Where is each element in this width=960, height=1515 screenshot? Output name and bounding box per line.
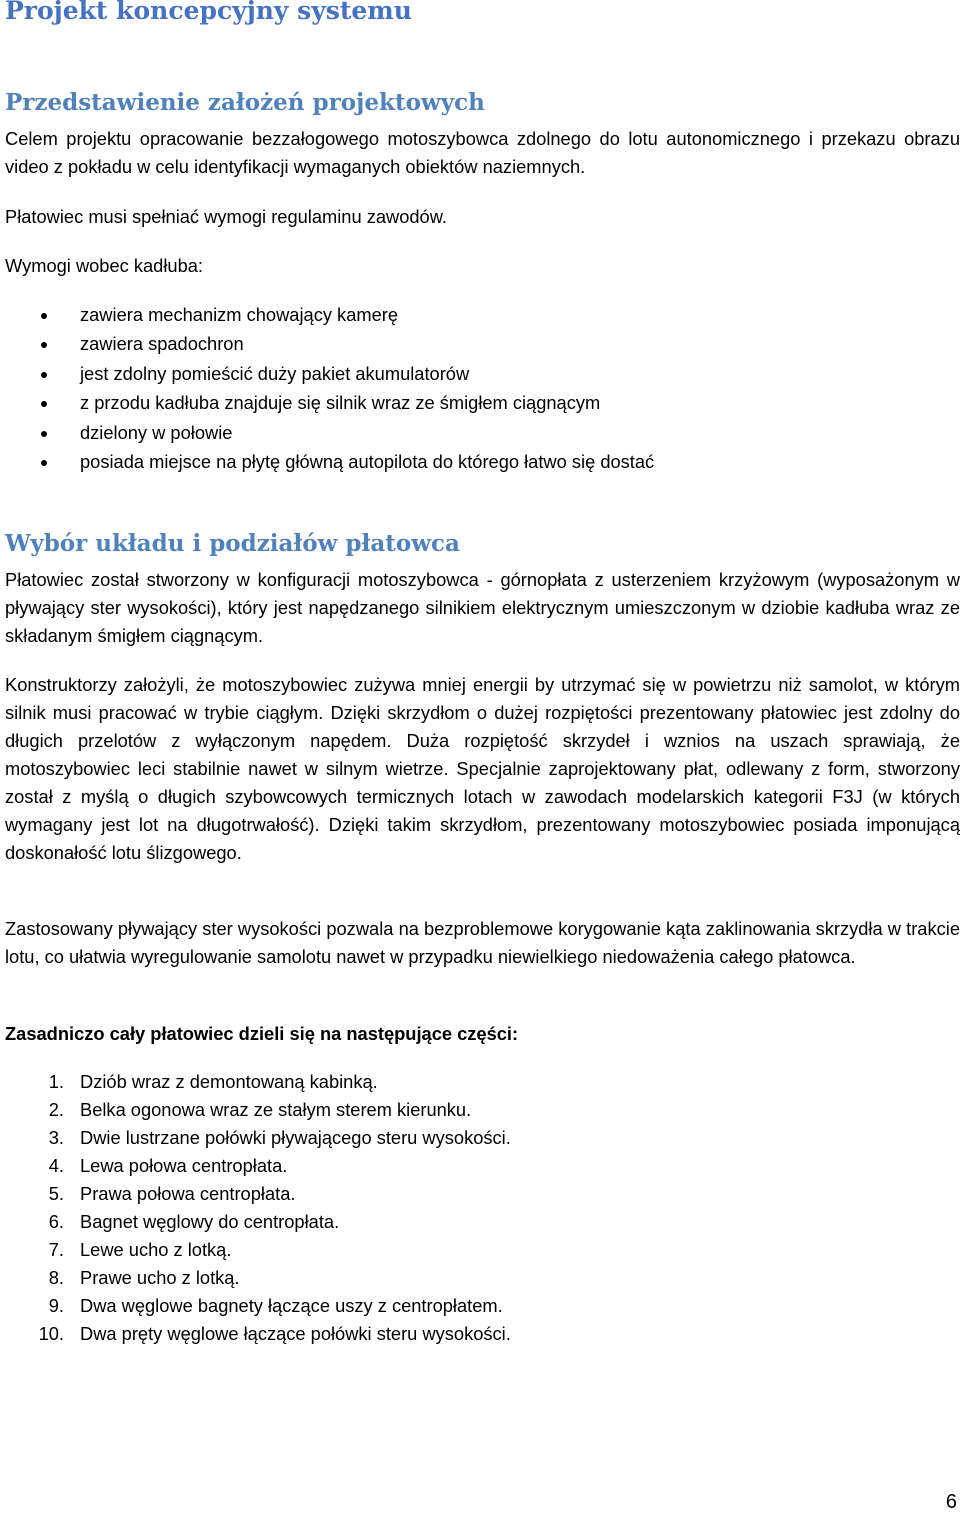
configuration-paragraph: Płatowiec został stworzony w konfiguracji motoszybowca - górnopłata z usterzeniem krzyżowym (wyposażonym w pływający ster wysokości), który jest napędzanego silnikiem elektrycznym umieszczonym w dziobie kadłuba wraz ze składanym śmigłem ciągnącym. xyxy=(5,569,960,646)
intro-paragraph: Celem projektu opracowanie bezzałogowego motoszybowca zdolnego do lotu autonomicznego i przekazu obrazu video z pokładu w celu identyfikacji wymaganych obiektów naziemnych. xyxy=(5,128,960,177)
bullet-icon xyxy=(41,372,47,378)
list-item: z przodu kadłuba znajduje się silnik wraz ze śmigłem ciągnącym xyxy=(0,389,960,418)
list-item: zawiera mechanizm chowający kamerę xyxy=(0,301,960,330)
list-item: zawiera spadochron xyxy=(0,330,960,359)
elevator-paragraph: Zastosowany pływający ster wysokości pozwala na bezproblemowe korygowanie kąta zaklinowania skrzydła w trakcie lotu, co ułatwia wyregulowanie samolotu nawet w przypadku niewielkiego niedoważenia całego płatowca. xyxy=(5,918,960,967)
bullet-icon xyxy=(41,342,47,348)
list-item: jest zdolny pomieścić duży pakiet akumulatorów xyxy=(0,360,960,389)
section-heading-assumptions: Przedstawienie założeń projektowych xyxy=(5,89,485,116)
bullet-icon xyxy=(41,431,47,437)
list-item: 10. Dwa pręty węglowe łączące połówki steru wysokości. xyxy=(38,1323,511,1344)
page-number: 6 xyxy=(945,1491,957,1513)
requirements-list xyxy=(0,301,960,477)
list-item: 3. Dwie lustrzane połówki pływającego steru wysokości. xyxy=(48,1127,511,1148)
section-heading-layout: Wybór układu i podziałów płatowca xyxy=(5,530,460,557)
list-item: dzielony w połowie xyxy=(0,419,960,448)
bullet-icon xyxy=(41,401,47,407)
rules-paragraph: Płatowiec musi spełniać wymogi regulaminu zawodów. xyxy=(5,206,447,227)
list-item: 7. Lewe ucho z lotką. xyxy=(48,1239,232,1260)
design-paragraph: Konstruktorzy założyli, że motoszybowiec zużywa mniej energii by utrzymać się w powietrzu niż samolot, w którym silnik musi pracować w trybie ciągłym. Dzięki skrzydłom o dużej rozpiętości prezentowany płatowiec jest zdolny do długich przelotów z wyłączonym napędem. Duża rozpiętość skrzydeł i wznios na uszach sprawiają, że motoszybowiec leci stabilnie nawet w silnym wietrze. Specjalnie zaprojektowany płat, odlewany z form, stworzony został z myślą o długich szybowcowych termicznych lotach w zawodach modelarskich kategorii F3J (w których wymagany jest lot na długotrwałość). Dzięki takim skrzydłom, prezentowany motoszybowiec posiada imponującą doskonałość lotu ślizgowego. xyxy=(5,674,960,863)
list-item: 6. Bagnet węglowy do centropłata. xyxy=(48,1211,340,1232)
requirements-label: Wymogi wobec kadłuba: xyxy=(5,255,203,276)
bullet-icon xyxy=(41,460,47,466)
list-item: posiada miejsce na płytę główną autopilota do którego łatwo się dostać xyxy=(0,448,960,477)
list-item: 4. Lewa połowa centropłata. xyxy=(48,1155,288,1176)
parts-list xyxy=(0,1068,960,1348)
list-item: 1. Dziób wraz z demontowaną kabinką. xyxy=(48,1071,378,1092)
list-item: 5. Prawa połowa centropłata. xyxy=(48,1183,296,1204)
list-item: 9. Dwa węglowe bagnety łączące uszy z centropłatem. xyxy=(48,1295,503,1316)
list-item: 8. Prawe ucho z lotką. xyxy=(48,1267,240,1288)
list-item: 2. Belka ogonowa wraz ze stałym sterem kierunku. xyxy=(48,1099,472,1120)
page-title: Projekt koncepcyjny systemu xyxy=(5,0,412,25)
parts-label: Zasadniczo cały płatowiec dzieli się na następujące części: xyxy=(5,1023,519,1044)
bullet-icon xyxy=(41,313,47,319)
